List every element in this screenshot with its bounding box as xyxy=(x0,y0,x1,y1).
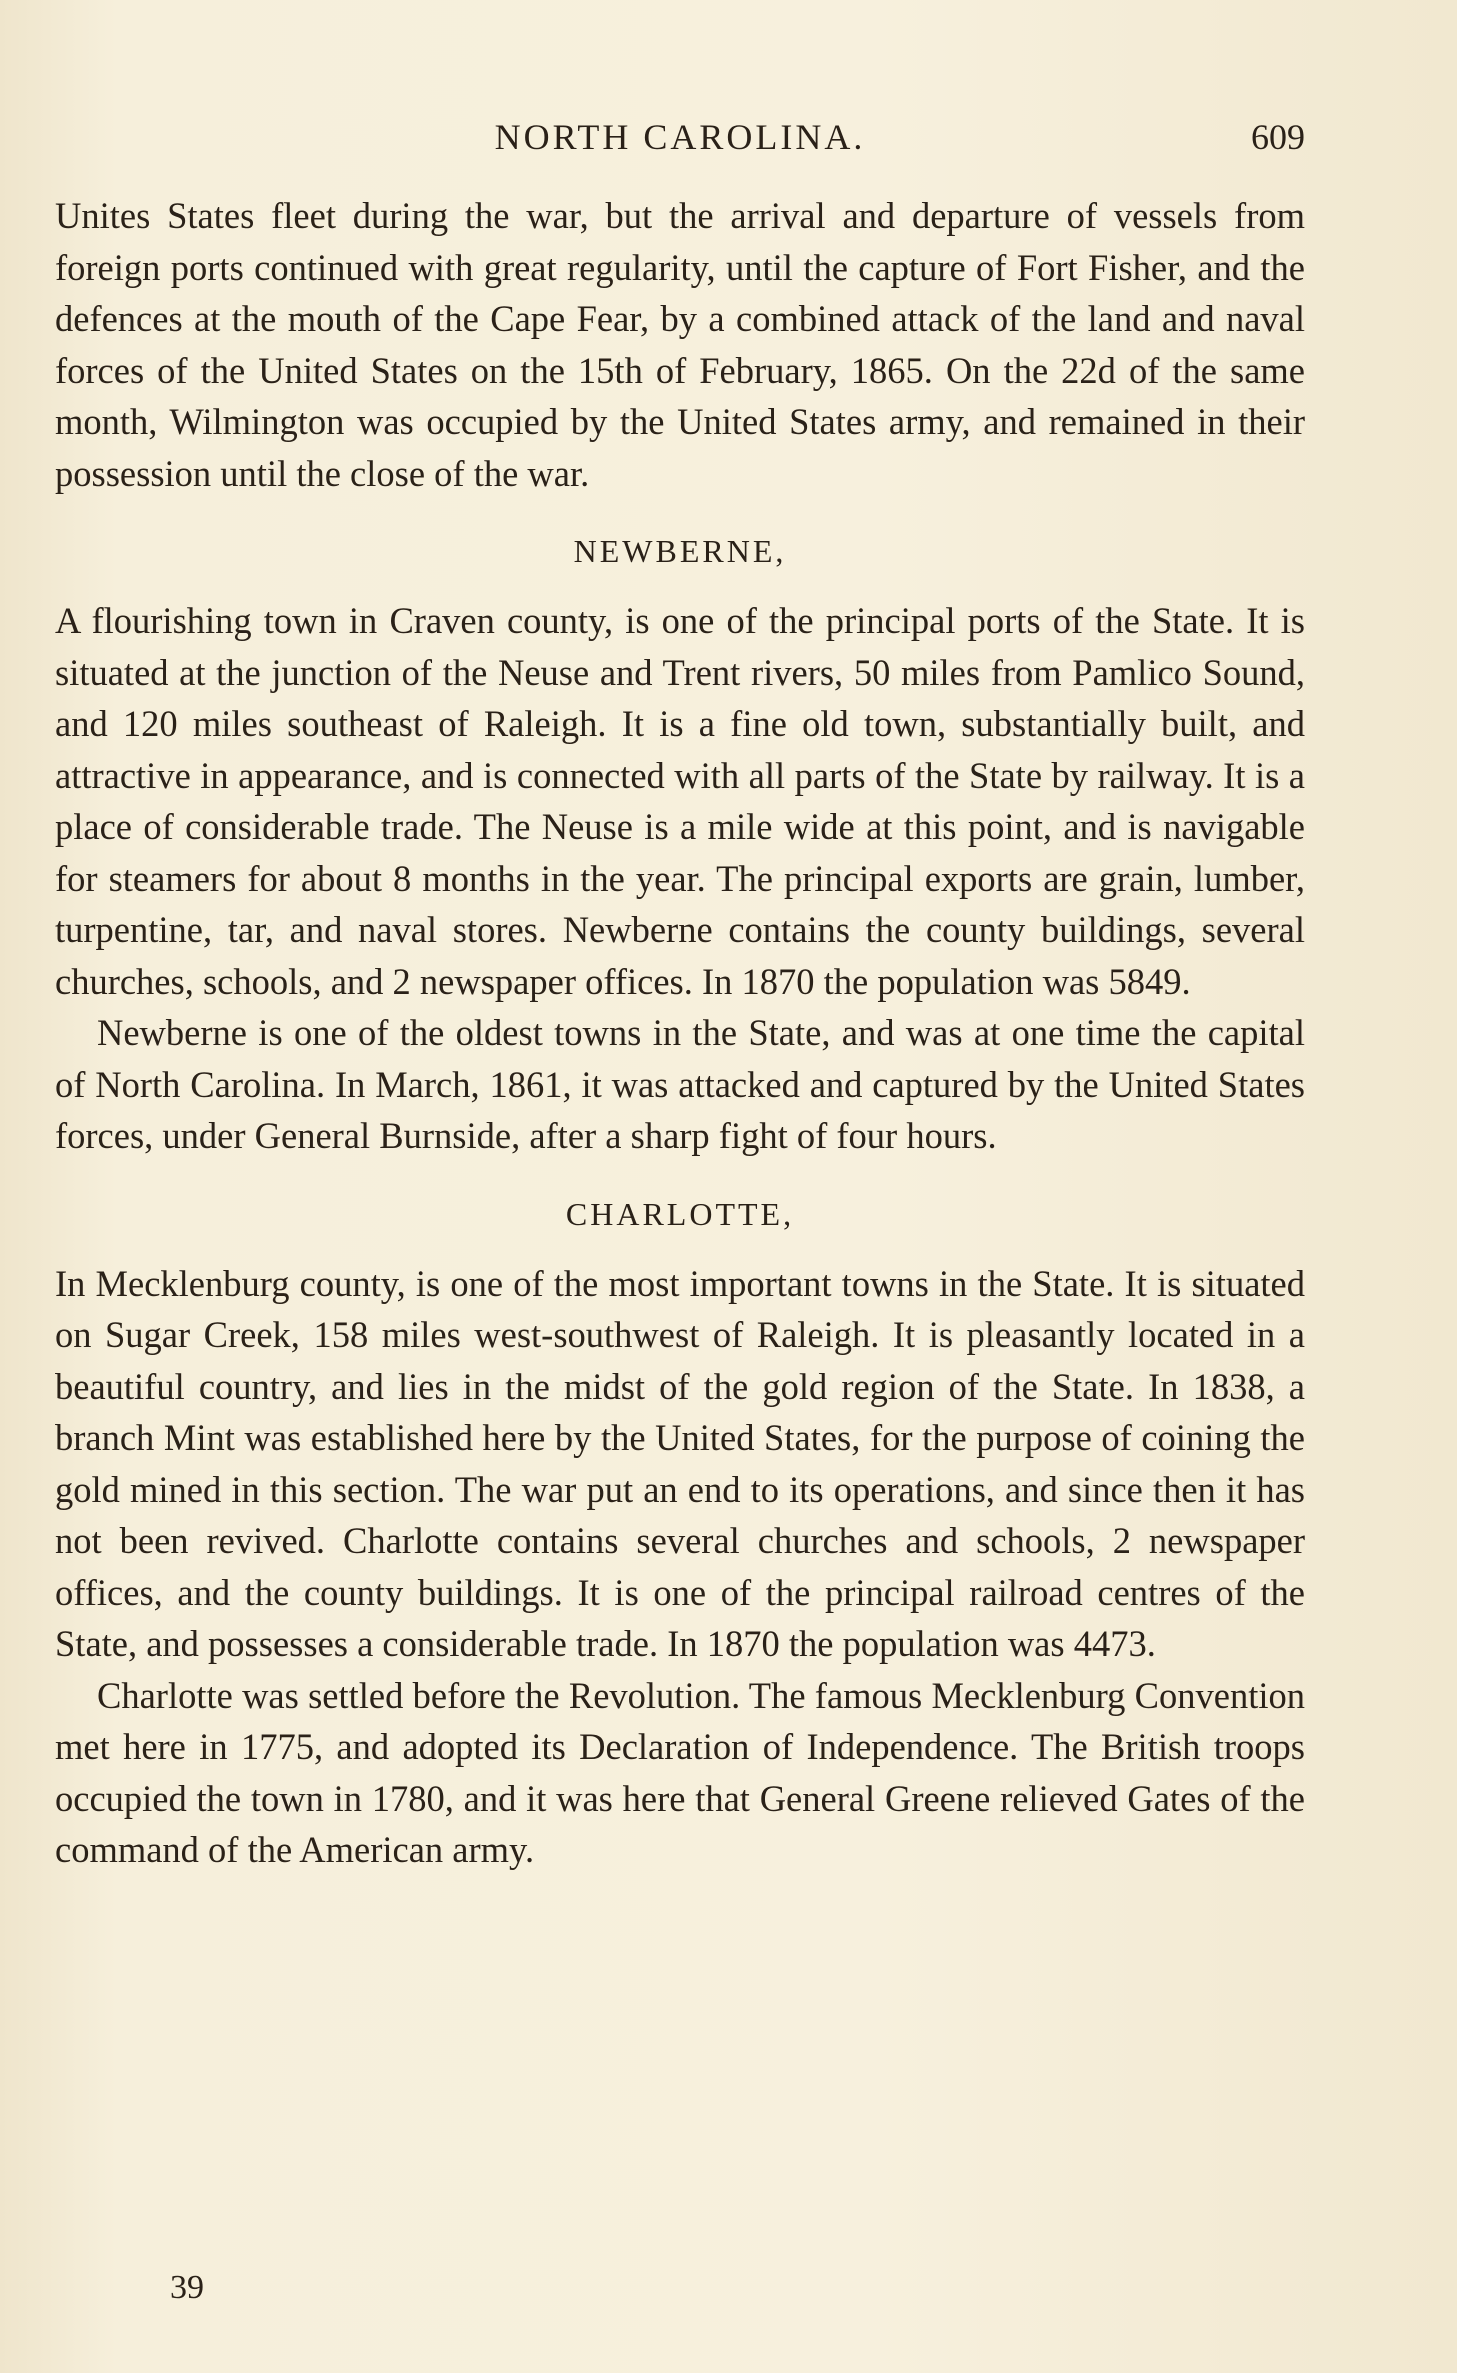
paragraph-newberne-history: Newberne is one of the oldest towns in the State, and was at one time the capital of North Carolina. In March, 1861, it was attacked and captured by the United States forces, under General Burnside, after a sharp fight of four hours. xyxy=(55,1012,1305,1156)
paragraph-continuation: Unites States fleet during the war, but the arrival and departure of vessels from foreign ports continued with great regularity, until the capture of Fort Fisher, and the defences at the mouth of the Cape Fear, by a combined attack of the land and naval forces of the United States on the 15th of February, 1865. On the 22d of the same month, Wilmington was occupied by the United States army, and remained in their possession until the close of the war. xyxy=(55,195,1305,494)
paragraph-charlotte-history: Charlotte was settled before the Revolution. The famous Mecklenburg Convention met here in 1775, and adopted its Declaration of Independence. The British troops occupied the town in 1780, and it was here that General Greene relieved Gates of the command of the American army. xyxy=(55,1674,1305,1870)
signature-mark: 39 xyxy=(170,2269,204,2306)
page-number: 609 xyxy=(1251,117,1305,157)
section-heading-newberne: NEWBERNE, xyxy=(573,533,787,569)
body-text xyxy=(55,190,1305,1876)
paragraph-charlotte-description: In Mecklenburg county, is one of the most important towns in the State. It is situated on Sugar Creek, 158 miles west-southwest of Raleigh. It is pleasantly located in a beautiful country, and lies in the midst of the gold region of the State. In 1838, a branch Mint was established here by the United States, for the purpose of coining the gold mined in this section. The war put an end to its operations, and since then it has not been revived. Charlotte contains several churches and schools, 2 newspaper offices, and the county buildings. It is one of the principal railroad centres of the State, and possesses a considerable trade. In 1870 the population was 4473. xyxy=(55,1262,1305,1664)
running-head xyxy=(55,112,1305,162)
section-heading-charlotte: CHARLOTTE, xyxy=(565,1195,795,1232)
paragraph-newberne-description: A flourishing town in Craven county, is one of the principal ports of the State. It is situated at the junction of the Neuse and Trent rivers, 50 miles from Pamlico Sound, and 120 miles southeast of Raleigh. It is a fine old town, substantially built, and attractive in appearance, and is connected with all parts of the State by railway. It is a place of considerable trade. The Neuse is a mile wide at this point, and is navigable for steamers for about 8 months in the year. The principal exports are grain, lumber, turpentine, tar, and naval stores. Newberne contains the county buildings, several churches, schools, and 2 newspaper offices. In 1870 the population was 5849. xyxy=(55,600,1305,1002)
running-title: NORTH CAROLINA. xyxy=(494,117,866,157)
